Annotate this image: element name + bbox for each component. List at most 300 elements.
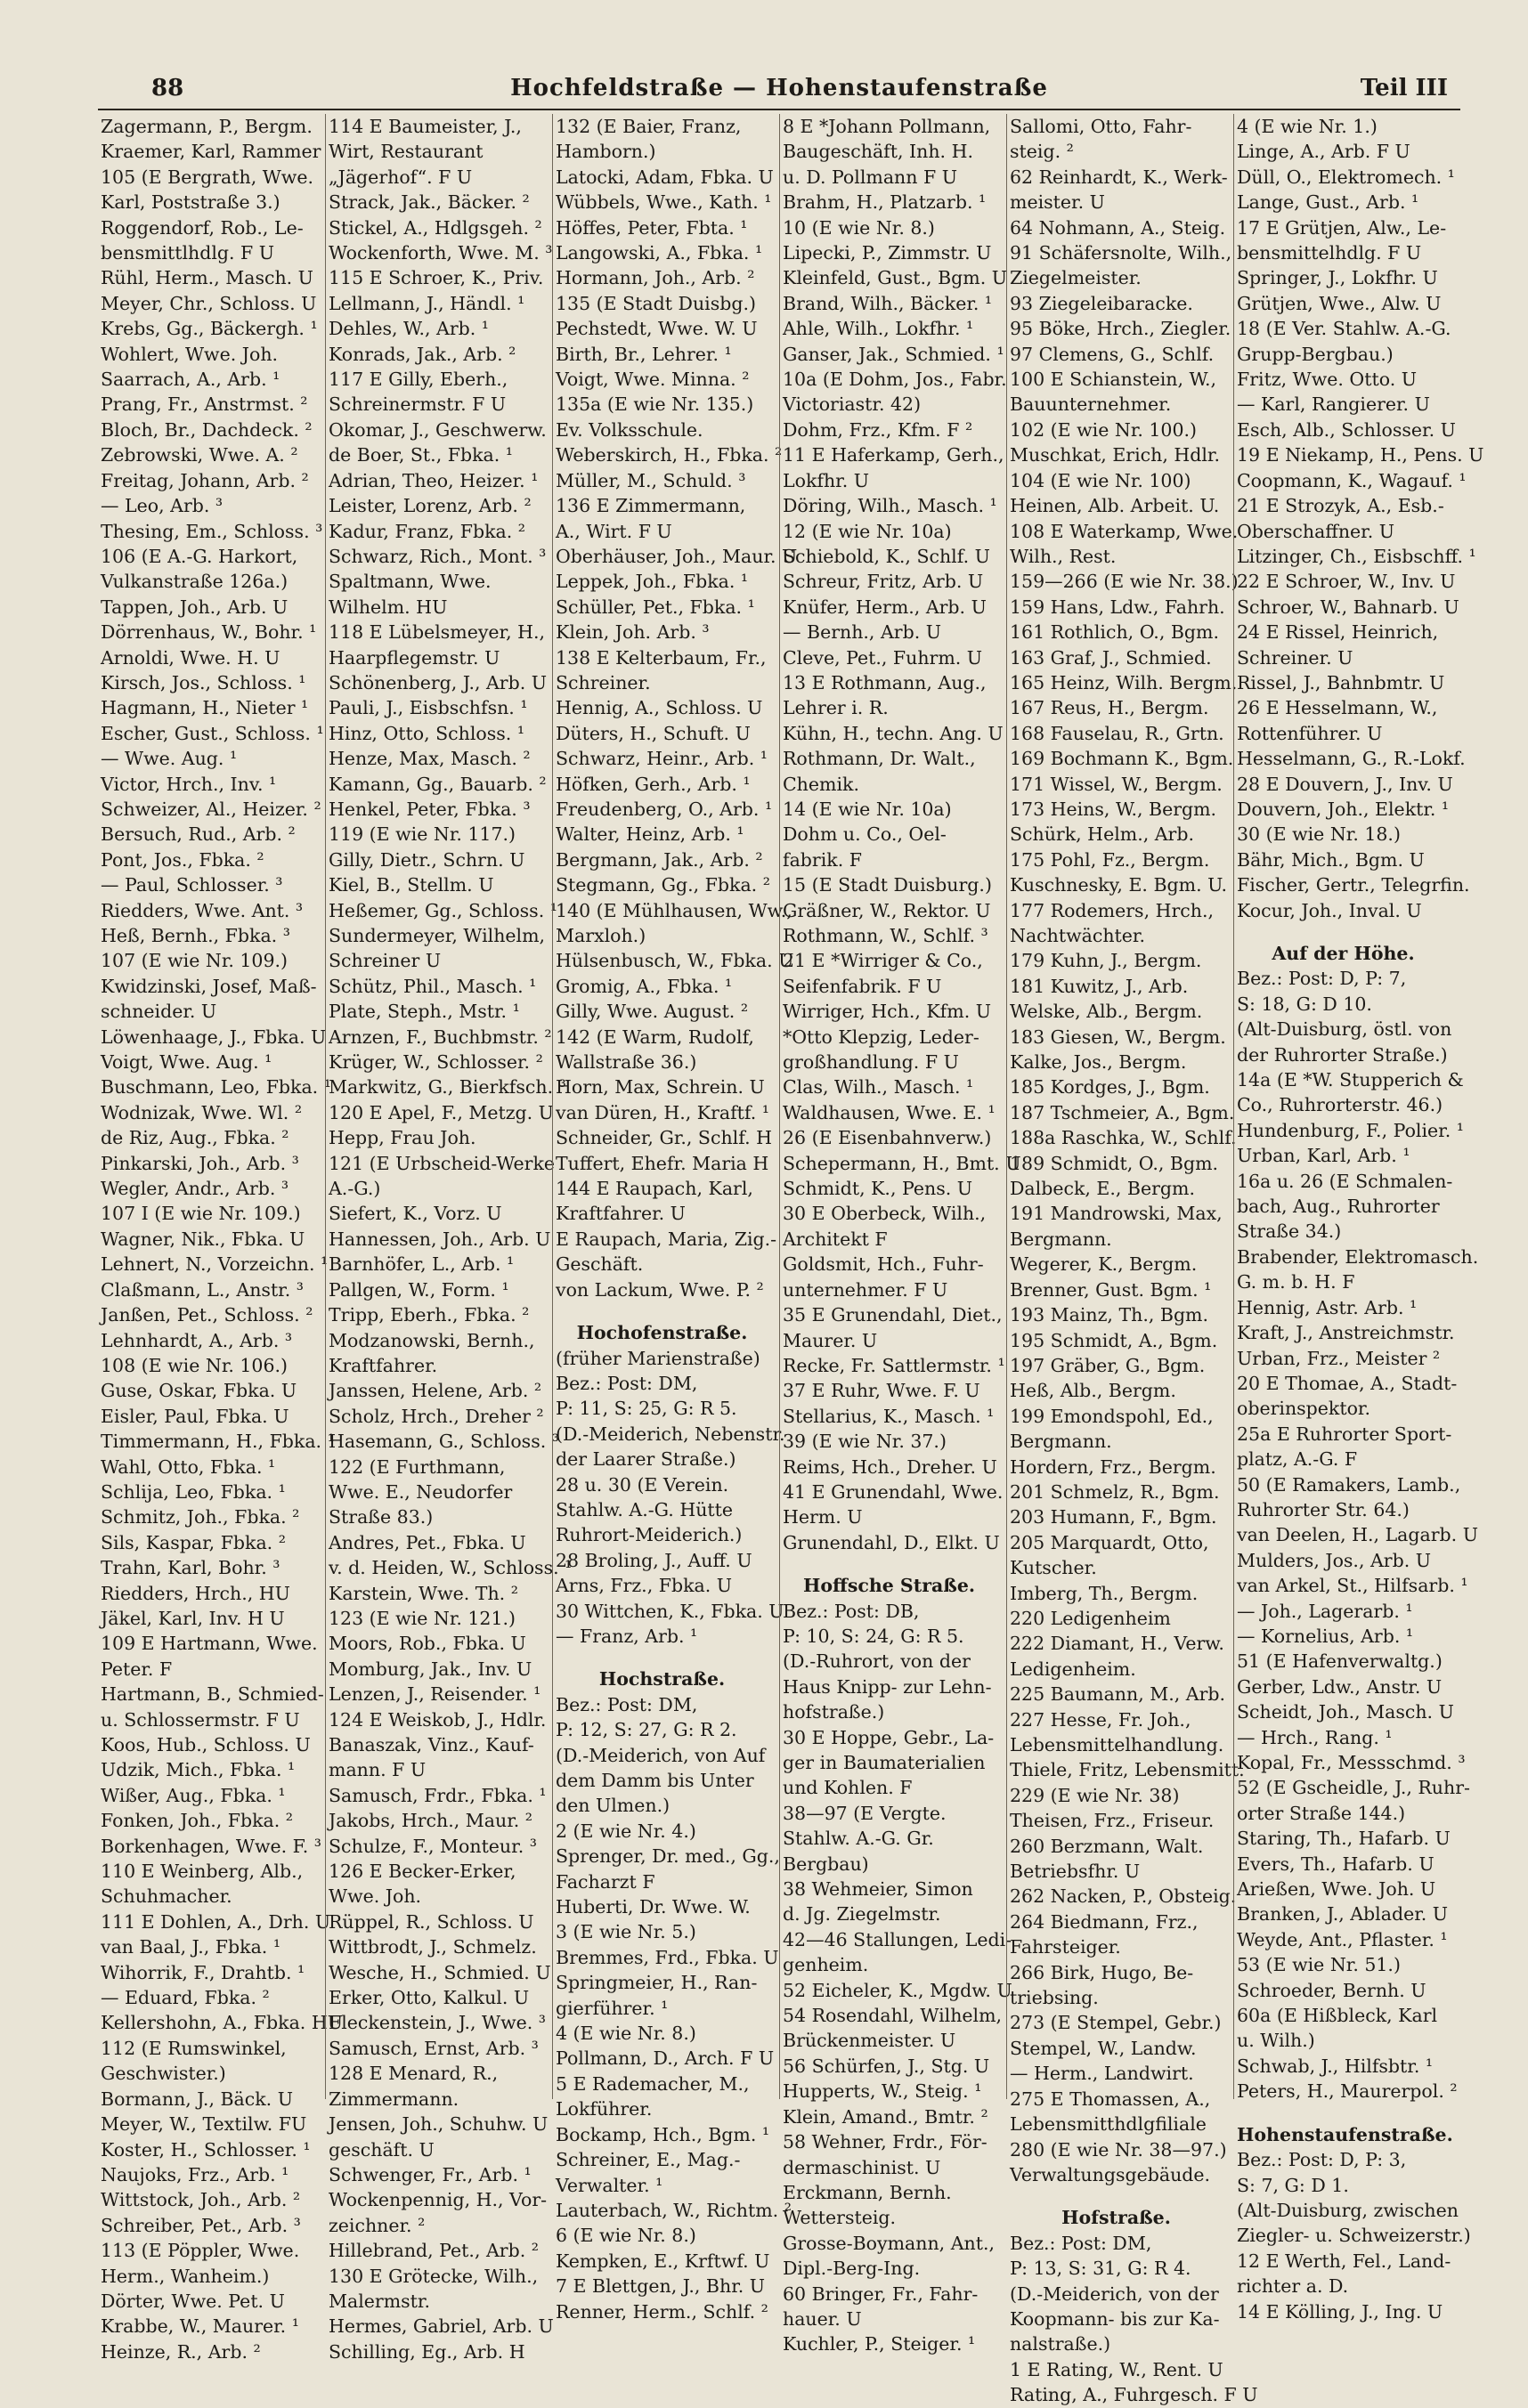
directory-entry: Welske, Alb., Bergm.: [1010, 1001, 1203, 1023]
directory-entry: u. D. Pollmann F U: [783, 166, 957, 188]
directory-entry: oberinspektor.: [1237, 1398, 1370, 1420]
directory-entry: Chemik.: [783, 773, 859, 795]
directory-entry: Ganser, Jak., Schmied. ¹: [783, 343, 1004, 365]
directory-entry: Marxloh.): [556, 925, 646, 946]
directory-entry: Architekt F: [783, 1228, 888, 1250]
directory-entry: 191 Mandrowski, Max,: [1010, 1203, 1223, 1225]
directory-entry: G. m. b. H. F: [1237, 1271, 1355, 1293]
directory-entry: 1 E Rating, W., Rent. U: [1010, 2358, 1223, 2380]
directory-entry: Rüppel, R., Schloss. U: [329, 1910, 534, 1933]
directory-entry: Tripp, Eberh., Fbka. ²: [329, 1304, 530, 1326]
directory-entry: Fonken, Joh., Fbka. ²: [101, 1810, 293, 1832]
directory-entry: Dipl.-Berg-Ing.: [783, 2258, 921, 2280]
directory-entry: Lokfhr. U: [783, 469, 870, 491]
directory-entry: (früher Marienstraße): [556, 1347, 760, 1369]
directory-entry: Grunendahl, D., Elkt. U: [783, 1531, 1000, 1553]
directory-entry: Wesche, H., Schmied. U: [329, 1961, 551, 1983]
directory-entry: Cleve, Pet., Fuhrm. U: [783, 646, 983, 669]
directory-entry: 18 (E Ver. Stahlw. A.-G.: [1237, 318, 1451, 340]
directory-entry: Hermes, Gabriel, Arb. U: [329, 2315, 554, 2338]
directory-entry: Koos, Hub., Schloss. U: [101, 1734, 311, 1755]
directory-entry: Döring, Wilh., Masch. ¹: [783, 495, 997, 517]
section-gap: [1010, 2187, 1223, 2205]
directory-entry: Tuffert, Ehefr. Maria H: [556, 1152, 769, 1174]
directory-entry: nalstraße.): [1010, 2333, 1111, 2355]
directory-entry: Spaltmann, Wwe.: [329, 571, 492, 593]
directory-entry: Schlija, Leo, Fbka. ¹: [101, 1480, 286, 1503]
directory-entry: 8 E *Johann Pollmann,: [783, 116, 991, 137]
directory-entry: Strack, Jak., Bäcker. ²: [329, 191, 530, 214]
directory-entry: Urban, Frz., Meister ²: [1237, 1347, 1441, 1369]
directory-entry: Knüfer, Herm., Arb. U: [783, 596, 987, 618]
directory-entry: Dohm, Frz., Kfm. F ²: [783, 418, 973, 441]
directory-entry: zeichner. ²: [329, 2214, 426, 2236]
directory-entry: 120 E Apel, F., Metzg. U: [329, 1101, 554, 1123]
directory-entry: Springer, J., Lokfhr. U: [1237, 267, 1438, 289]
directory-entry: Leister, Lorenz, Arb. ²: [329, 495, 532, 517]
directory-entry: Bauunternehmer.: [1010, 393, 1172, 416]
directory-entry: 7 E Blettgen, J., Bhr. U: [556, 2275, 766, 2298]
directory-entry: Schreiner, E., Mag.-: [556, 2149, 741, 2171]
directory-entry: Thiele, Fritz, Lebensmitt.: [1010, 1759, 1245, 1781]
directory-entry: 14 E Kölling, J., Ing. U: [1237, 2300, 1443, 2323]
street-heading: Hochofenstraße.: [576, 1322, 748, 1344]
directory-entry: Latocki, Adam, Fbka. U: [556, 166, 774, 188]
directory-entry: steig. ²: [1010, 141, 1074, 163]
directory-entry: Lange, Gust., Arb. ¹: [1237, 191, 1419, 214]
directory-entry: Karstein, Wwe. Th. ²: [329, 1582, 518, 1604]
directory-entry: Trahn, Karl, Bohr. ³: [101, 1557, 280, 1579]
directory-entry: Brückenmeister. U: [783, 2030, 956, 2052]
directory-entry: Rothmann, W., Schlf. ³: [783, 925, 988, 946]
directory-entry: 102 (E wie Nr. 100.): [1010, 418, 1198, 441]
directory-entry: E Raupach, Maria, Zig.-: [556, 1228, 777, 1250]
directory-entry: 177 Rodemers, Hrch.,: [1010, 899, 1214, 921]
directory-entry: Langowski, A., Fbka. ¹: [556, 242, 763, 264]
street-heading: Hohenstaufenstraße.: [1237, 2123, 1453, 2145]
directory-entry: 123 (E wie Nr. 121.): [329, 1607, 516, 1629]
directory-entry: Löwenhaage, J., Fbka. U: [101, 1026, 327, 1048]
directory-entry: Walter, Heinz, Arb. ¹: [556, 823, 744, 846]
directory-entry: Bergmann, Jak., Arb. ²: [556, 848, 763, 871]
directory-entry: Wegler, Andr., Arb. ³: [101, 1178, 289, 1200]
directory-entry: 110 E Weinberg, Alb.,: [101, 1861, 304, 1883]
directory-entry: Ahle, Wilh., Lokfhr. ¹: [783, 318, 974, 340]
directory-entry: Stahlw. A.-G. Gr.: [783, 1828, 934, 1850]
directory-entry: Rating, A., Fuhrgesch. F U: [1010, 2384, 1258, 2406]
directory-entry: Hundenburg, F., Polier. ¹: [1237, 1119, 1464, 1141]
directory-entry: Schütz, Phil., Masch. ¹: [329, 975, 537, 997]
directory-entry: Bähr, Mich., Bgm. U: [1237, 848, 1425, 871]
directory-entry: 93 Ziegeleibaracke.: [1010, 292, 1193, 314]
directory-entry: 14a (E *W. Stupperich &: [1237, 1069, 1464, 1091]
directory-entry: Sils, Kaspar, Fbka. ²: [101, 1531, 286, 1553]
directory-entry: 4 (E wie Nr. 1.): [1237, 116, 1378, 137]
directory-entry: 60 Bringer, Fr., Fahr-: [783, 2282, 979, 2305]
directory-entry: A.-G.): [329, 1178, 381, 1200]
directory-entry: de Riz, Aug., Fbka. ²: [101, 1127, 289, 1149]
directory-entry: 58 Wehner, Frdr., För-: [783, 2131, 988, 2153]
directory-entry: 264 Biedmann, Frz.,: [1010, 1910, 1199, 1933]
directory-entry: Wahl, Otto, Fbka. ¹: [101, 1455, 276, 1478]
directory-entry: van Arkel, St., Hilfsarb. ¹: [1237, 1575, 1468, 1597]
directory-entry: Coopmann, K., Wagauf. ¹: [1237, 469, 1467, 491]
directory-entry: 39 (E wie Nr. 37.): [783, 1431, 947, 1453]
directory-entry: Gerber, Ldw., Anstr. U: [1237, 1675, 1443, 1698]
directory-entry: 159—266 (E wie Nr. 38.): [1010, 571, 1239, 593]
directory-entry: 56 Schürfen, J., Stg. U: [783, 2055, 990, 2077]
directory-entry: Bez.: Post: DM,: [556, 1693, 698, 1715]
directory-entry: Pechstedt, Wwe. W. U: [556, 318, 758, 340]
directory-entry: 3 (E wie Nr. 5.): [556, 1921, 696, 1943]
directory-entry: Heß, Bernh., Fbka. ³: [101, 925, 290, 946]
directory-entry: Wodnizak, Wwe. Wl. ²: [101, 1101, 303, 1123]
directory-entry: Dohm u. Co., Oel-: [783, 823, 947, 846]
directory-entry: 30 E Hoppe, Gebr., La-: [783, 1726, 995, 1748]
directory-entry: Schüller, Pet., Fbka. ¹: [556, 596, 755, 618]
directory-entry: Weyde, Ant., Pflaster. ¹: [1237, 1928, 1448, 1950]
directory-entry: Dörrenhaus, W., Bohr. ¹: [101, 621, 317, 644]
directory-entry: Kühn, H., techn. Ang. U: [783, 722, 1004, 744]
directory-entry: 188a Raschka, W., Schlf.: [1010, 1127, 1237, 1149]
directory-entry: 195 Schmidt, A., Bgm.: [1010, 1329, 1218, 1351]
directory-entry: 225 Baumann, M., Arb.: [1010, 1683, 1226, 1706]
directory-entry: Kellershohn, A., Fbka. HU: [101, 2012, 343, 2034]
directory-entry: 280 (E wie Nr. 38—97.): [1010, 2138, 1227, 2161]
directory-entry: Bez.: Post: DM,: [1010, 2232, 1152, 2254]
columns-container: [98, 114, 1484, 2406]
directory-entry: 193 Mainz, Th., Bgm.: [1010, 1304, 1209, 1326]
directory-entry: 108 E Waterkamp, Wwe.: [1010, 520, 1239, 542]
directory-entry: Schepermann, H., Bmt. U: [783, 1152, 1021, 1174]
directory-entry: Peter. F: [101, 1658, 173, 1680]
directory-entry: Schwab, J., Hilfsbtr. ¹: [1237, 2055, 1434, 2077]
directory-entry: Erker, Otto, Kalkul. U: [329, 1987, 530, 2009]
directory-entry: 119 (E wie Nr. 117.): [329, 823, 516, 846]
directory-entry: Meyer, Chr., Schloss. U: [101, 292, 317, 314]
directory-entry: von Lackum, Wwe. P. ²: [556, 1278, 764, 1301]
directory-entry: den Ulmen.): [556, 1795, 671, 1817]
directory-entry: — Bernh., Arb. U: [783, 621, 942, 644]
directory-entry: Samusch, Ernst, Arb. ³: [329, 2037, 539, 2059]
directory-entry: Klein, Joh. Arb. ³: [556, 621, 710, 644]
directory-entry: Kleinfeld, Gust., Bgm. U: [783, 267, 1008, 289]
directory-entry: 199 Emondspohl, Ed.,: [1010, 1405, 1214, 1427]
directory-entry: 185 Kordges, J., Bgm.: [1010, 1076, 1210, 1099]
directory-entry: Herm., Wanheim.): [101, 2265, 270, 2287]
directory-entry: Springmeier, H., Ran-: [556, 1972, 758, 1994]
directory-entry: Guse, Oskar, Fbka. U: [101, 1380, 297, 1402]
directory-entry: Hepp, Frau Joh.: [329, 1127, 476, 1149]
directory-entry: Krüger, W., Schlosser. ²: [329, 1051, 543, 1074]
directory-entry: triebsing.: [1010, 1987, 1099, 2009]
directory-entry: Wegerer, K., Bergm.: [1010, 1253, 1198, 1276]
directory-entry: — Karl, Rangierer. U: [1237, 393, 1430, 416]
directory-entry: Wwe. Joh.: [329, 1885, 422, 1908]
directory-entry: Lebensmittelhandlung.: [1010, 1734, 1224, 1755]
directory-entry: Wockenforth, Wwe. M. ³: [329, 242, 553, 264]
directory-entry: Brand, Wilh., Bäcker. ¹: [783, 292, 993, 314]
column-6: [1233, 114, 1484, 2323]
directory-entry: 4 (E wie Nr. 8.): [556, 2023, 696, 2045]
directory-entry: Rothmann, Dr. Walt.,: [783, 748, 976, 770]
directory-entry: 28 E Douvern, J., Inv. U: [1237, 773, 1453, 795]
directory-entry: Kopal, Fr., Messschmd. ³: [1237, 1752, 1466, 1773]
directory-entry: Prang, Fr., Anstrmst. ²: [101, 393, 308, 416]
directory-entry: — Wwe. Aug. ¹: [101, 748, 238, 770]
directory-entry: 19 E Niekamp, H., Pens. U: [1237, 444, 1484, 466]
directory-entry: — Paul, Schlosser. ³: [101, 874, 283, 896]
directory-entry: Koopmann- bis zur Ka-: [1010, 2307, 1220, 2330]
directory-entry: Naujoks, Frz., Arb. ¹: [101, 2163, 289, 2185]
directory-entry: Markwitz, G., Bierkfsch. ³: [329, 1076, 566, 1099]
directory-entry: 117 E Gilly, Eberh.,: [329, 369, 508, 391]
directory-entry: Kempken, E., Krftwf. U: [556, 2250, 770, 2272]
directory-entry: 142 (E Warm, Rudolf,: [556, 1026, 754, 1048]
directory-entry: Grütjen, Wwe., Alw. U: [1237, 292, 1442, 314]
directory-entry: Stellarius, K., Masch. ¹: [783, 1405, 995, 1427]
page-number: 88: [151, 75, 184, 101]
directory-entry: Kraemer, Karl, Rammer: [101, 141, 321, 163]
directory-entry: 14 (E wie Nr. 10a): [783, 798, 952, 820]
directory-entry: Kwidzinski, Josef, Maß-: [101, 975, 317, 997]
directory-entry: Höfken, Gerh., Arb. ¹: [556, 773, 751, 795]
directory-entry: 50 (E Ramakers, Lamb.,: [1237, 1473, 1461, 1496]
directory-entry: Haarpflegemstr. U: [329, 646, 500, 669]
directory-entry: Voigt, Wwe. Aug. ¹: [101, 1051, 272, 1074]
directory-entry: Zimmermann.: [329, 2088, 459, 2110]
directory-entry: Hannessen, Joh., Arb. U: [329, 1228, 551, 1250]
directory-entry: Verwalter. ¹: [556, 2174, 663, 2196]
directory-entry: 124 E Weiskob, J., Hdlr.: [329, 1708, 547, 1731]
directory-entry: Rottenführer. U: [1237, 722, 1383, 744]
directory-entry: mann. F U: [329, 1759, 427, 1781]
directory-entry: Kalke, Jos., Bergm.: [1010, 1051, 1187, 1074]
directory-entry: S: 18, G: D 10.: [1237, 993, 1372, 1015]
directory-entry: 15 (E Stadt Duisburg.): [783, 874, 992, 896]
directory-entry: Geschwister.): [101, 2063, 226, 2085]
directory-entry: Wockenpennig, H., Vor-: [329, 2189, 548, 2211]
section-gap: [556, 1302, 768, 1320]
directory-entry: Borkenhagen, Wwe. F. ³: [101, 1835, 321, 1857]
directory-entry: meister. U: [1010, 191, 1105, 214]
directory-entry: 20 E Thomae, A., Stadt-: [1237, 1372, 1458, 1394]
directory-entry: Janßen, Pet., Schloss. ²: [101, 1304, 313, 1326]
directory-entry: Kuschnesky, E. Bgm. U.: [1010, 874, 1228, 896]
directory-entry: hofstraße.): [783, 1701, 885, 1723]
directory-entry: Schönenberg, J., Arb. U: [329, 671, 548, 693]
directory-entry: 107 I (E wie Nr. 109.): [101, 1203, 301, 1225]
directory-entry: Schreiner.: [556, 671, 651, 693]
directory-entry: 165 Heinz, Wilh. Bergm.: [1010, 671, 1238, 693]
directory-entry: hauer. U: [783, 2307, 862, 2330]
directory-entry: de Boer, St., Fbka. ¹: [329, 444, 513, 466]
directory-entry: Linge, A., Arb. F U: [1237, 141, 1410, 163]
directory-entry: Müller, M., Schuld. ³: [556, 469, 746, 491]
directory-entry: d. Jg. Ziegelmstr.: [783, 1903, 941, 1926]
directory-entry: Fahrsteiger.: [1010, 1936, 1121, 1958]
directory-entry: 227 Hesse, Fr. Joh.,: [1010, 1708, 1191, 1731]
directory-entry: Bez.: Post: D, P: 3,: [1237, 2149, 1407, 2171]
directory-entry: Bez.: Post: DB,: [783, 1600, 920, 1622]
page-title: Hochfeldstraße — Hohenstaufenstraße: [510, 75, 1048, 101]
directory-entry: Huberti, Dr. Wwe. W.: [556, 1896, 751, 1918]
directory-entry: Hinz, Otto, Schloss. ¹: [329, 722, 525, 744]
directory-entry: Bergmann.: [1010, 1431, 1112, 1453]
directory-entry: Wirt, Restaurant: [329, 141, 484, 163]
directory-entry: platz, A.-G. F: [1237, 1448, 1358, 1471]
directory-entry: Barnhöfer, L., Arb. ¹: [329, 1253, 515, 1276]
directory-entry: — Kornelius, Arb. ¹: [1237, 1625, 1414, 1647]
directory-entry: 42—46 Stallungen, Ledi-: [783, 1928, 1012, 1950]
directory-entry: (D.-Meiderich, von Auf: [556, 1744, 766, 1766]
directory-entry: Gilly, Dietr., Schrn. U: [329, 848, 525, 871]
directory-entry: Haus Knipp- zur Lehn-: [783, 1675, 992, 1698]
directory-entry: Brenner, Gust. Bgm. ¹: [1010, 1278, 1212, 1301]
directory-entry: Imberg, Th., Bergm.: [1010, 1582, 1199, 1604]
directory-entry: dermaschinist. U: [783, 2156, 941, 2178]
directory-entry: bach, Aug., Ruhrorter: [1237, 1196, 1440, 1218]
directory-entry: 97 Clemens, G., Schlf.: [1010, 343, 1215, 365]
directory-entry: Baugeschäft, Inh. H.: [783, 141, 973, 163]
directory-entry: 115 E Schroer, K., Priv.: [329, 267, 544, 289]
directory-entry: Kadur, Franz, Fbka. ²: [329, 520, 525, 542]
directory-entry: 5 E Rademacher, M.,: [556, 2072, 750, 2095]
directory-entry: Freudenberg, O., Arb. ¹: [556, 798, 773, 820]
directory-entry: u. Schlossermstr. F U: [101, 1708, 300, 1731]
directory-entry: Tappen, Joh., Arb. U: [101, 596, 289, 618]
directory-entry: P: 11, S: 25, G: R 5.: [556, 1398, 737, 1420]
directory-entry: 130 E Grötecke, Wilh.,: [329, 2265, 539, 2287]
directory-entry: 105 (E Bergrath, Wwe.: [101, 166, 314, 188]
directory-entry: Henkel, Peter, Fbka. ³: [329, 798, 531, 820]
directory-entry: Verwaltungsgebäude.: [1010, 2163, 1211, 2185]
directory-entry: Wihorrik, F., Drahtb. ¹: [101, 1961, 305, 1983]
street-heading: Hochstraße.: [598, 1668, 726, 1690]
directory-entry: Schreiber, Pet., Arb. ³: [101, 2214, 301, 2236]
directory-entry: 183 Giesen, W., Bergm.: [1010, 1026, 1226, 1048]
directory-entry: 91 Schäfersnolte, Wilh.,: [1010, 242, 1232, 264]
directory-entry: Victor, Hrch., Inv. ¹: [101, 773, 277, 795]
directory-entry: 104 (E wie Nr. 100): [1010, 469, 1191, 491]
directory-entry: Vulkanstraße 126a.): [101, 571, 289, 593]
directory-entry: — Herm., Landwirt.: [1010, 2063, 1194, 2085]
directory-entry: Lehrer i. R.: [783, 697, 889, 719]
directory-entry: Stempel, W., Landw.: [1010, 2037, 1197, 2059]
directory-entry: Birth, Br., Lehrer. ¹: [556, 343, 732, 365]
directory-entry: Arießen, Wwe. Joh. U: [1237, 1878, 1436, 1901]
directory-entry: Hordern, Frz., Bergm.: [1010, 1455, 1216, 1478]
directory-entry: Bersuch, Rud., Arb. ²: [101, 823, 296, 846]
directory-entry: Adrian, Theo, Heizer. ¹: [329, 469, 539, 491]
directory-entry: Krebs, Gg., Bäckergh. ¹: [101, 318, 318, 340]
directory-entry: Reims, Hch., Dreher. U: [783, 1455, 997, 1478]
directory-entry: bensmittelhdlg. F U: [1237, 242, 1422, 264]
directory-entry: Hormann, Joh., Arb. ²: [556, 267, 755, 289]
directory-entry: 6 (E wie Nr. 8.): [556, 2225, 696, 2247]
directory-entry: Udzik, Mich., Fbka. ¹: [101, 1759, 296, 1781]
directory-entry: Wwe. E., Neudorfer: [329, 1480, 513, 1503]
directory-entry: 132 (E Baier, Franz,: [556, 116, 742, 137]
directory-entry: Schiebold, K., Schlf. U: [783, 545, 990, 567]
directory-entry: 275 E Thomassen, A.,: [1010, 2088, 1211, 2110]
directory-entry: 37 E Ruhr, Wwe. F. U: [783, 1380, 980, 1402]
directory-entry: Bez.: Post: DM,: [556, 1372, 698, 1394]
directory-entry: ger in Baumaterialien: [783, 1752, 986, 1773]
directory-entry: der Laarer Straße.): [556, 1448, 736, 1471]
directory-entry: 53 (E wie Nr. 51.): [1237, 1954, 1401, 1976]
directory-entry: Stahlw. A.-G. Hütte: [556, 1498, 734, 1520]
directory-entry: (D.-Meiderich, Nebenstr.: [556, 1423, 785, 1445]
directory-entry: Plate, Steph., Mstr. ¹: [329, 1001, 520, 1023]
directory-entry: 108 (E wie Nr. 106.): [101, 1354, 289, 1376]
directory-entry: bensmittlhdlg. F U: [101, 242, 275, 264]
directory-entry: Pauli, J., Eisbschfsn. ¹: [329, 697, 528, 719]
directory-entry: 159 Hans, Ldw., Fahrh.: [1010, 596, 1225, 618]
directory-entry: Staring, Th., Hafarb. U: [1237, 1828, 1451, 1850]
directory-entry: P: 13, S: 31, G: R 4.: [1010, 2258, 1191, 2280]
directory-entry: geschäft. U: [329, 2138, 435, 2161]
directory-entry: 260 Berzmann, Walt.: [1010, 1835, 1204, 1857]
directory-entry: Recke, Fr. Sattlermstr. ¹: [783, 1354, 1005, 1376]
directory-entry: fabrik. F: [783, 848, 862, 871]
directory-entry: Co., Ruhrorterstr. 46.): [1237, 1094, 1443, 1116]
directory-entry: Saarrach, A., Arb. ¹: [101, 369, 280, 391]
directory-entry: Straße 83.): [329, 1506, 434, 1528]
directory-entry: Kraft, J., Anstreichmstr.: [1237, 1322, 1455, 1344]
directory-entry: Bergbau): [783, 1853, 869, 1875]
directory-entry: — Joh., Lagerarb. ¹: [1237, 1600, 1413, 1622]
section-gap: [783, 1555, 996, 1573]
directory-entry: 128 E Menard, R.,: [329, 2063, 499, 2085]
directory-entry: Heinen, Alb. Arbeit. U.: [1010, 495, 1220, 517]
directory-entry: und Kohlen. F: [783, 1777, 913, 1799]
directory-entry: Zebrowski, Wwe. A. ²: [101, 444, 298, 466]
directory-entry: 175 Pohl, Fz., Bergm.: [1010, 848, 1210, 871]
directory-entry: Kraftfahrer.: [329, 1354, 438, 1376]
directory-entry: Bez.: Post: D, P: 7,: [1237, 968, 1407, 990]
directory-entry: Douvern, Joh., Elektr. ¹: [1237, 798, 1450, 820]
directory-entry: Siefert, K., Vorz. U: [329, 1203, 502, 1225]
directory-entry: Ruhrort-Meiderich.): [556, 1524, 743, 1546]
directory-entry: 113 (E Pöppler, Wwe.: [101, 2240, 300, 2262]
directory-entry: Banaszak, Vinz., Kauf-: [329, 1734, 534, 1755]
directory-entry: Gromig, A., Fbka. ¹: [556, 975, 733, 997]
directory-entry: Riedders, Hrch., HU: [101, 1582, 290, 1604]
directory-entry: Wilhelm. HU: [329, 596, 448, 618]
directory-entry: 135a (E wie Nr. 135.): [556, 393, 754, 416]
directory-entry: Zagermann, P., Bergm.: [101, 116, 313, 137]
directory-entry: 114 E Baumeister, J.,: [329, 116, 522, 137]
directory-entry: Hennig, A., Schloss. U: [556, 697, 763, 719]
directory-entry: (D.-Meiderich, von der: [1010, 2282, 1219, 2305]
directory-entry: Hillebrand, Pet., Arb. ²: [329, 2240, 539, 2262]
directory-entry: Hülsenbusch, W., Fbka. U: [556, 950, 794, 972]
directory-entry: 173 Heins, W., Bergm.: [1010, 798, 1217, 820]
directory-entry: Wohlert, Wwe. Joh.: [101, 343, 279, 365]
directory-entry: Rühl, Herm., Masch. U: [101, 267, 313, 289]
directory-entry: Victoriastr. 42): [783, 393, 922, 416]
directory-entry: Wilh., Rest.: [1010, 545, 1117, 567]
directory-entry: Henze, Max, Masch. ²: [329, 748, 531, 770]
directory-entry: Brahm, H., Platzarb. ¹: [783, 191, 987, 214]
directory-entry: gierführer. ¹: [556, 1997, 669, 2019]
directory-entry: Litzinger, Ch., Eisbschff. ¹: [1237, 545, 1476, 567]
directory-entry: Lehnhardt, A., Arb. ³: [101, 1329, 293, 1351]
section-gap: [1237, 923, 1450, 941]
directory-entry: Kocur, Joh., Inval. U: [1237, 899, 1422, 921]
directory-entry: Theisen, Frz., Friseur.: [1010, 1810, 1215, 1832]
